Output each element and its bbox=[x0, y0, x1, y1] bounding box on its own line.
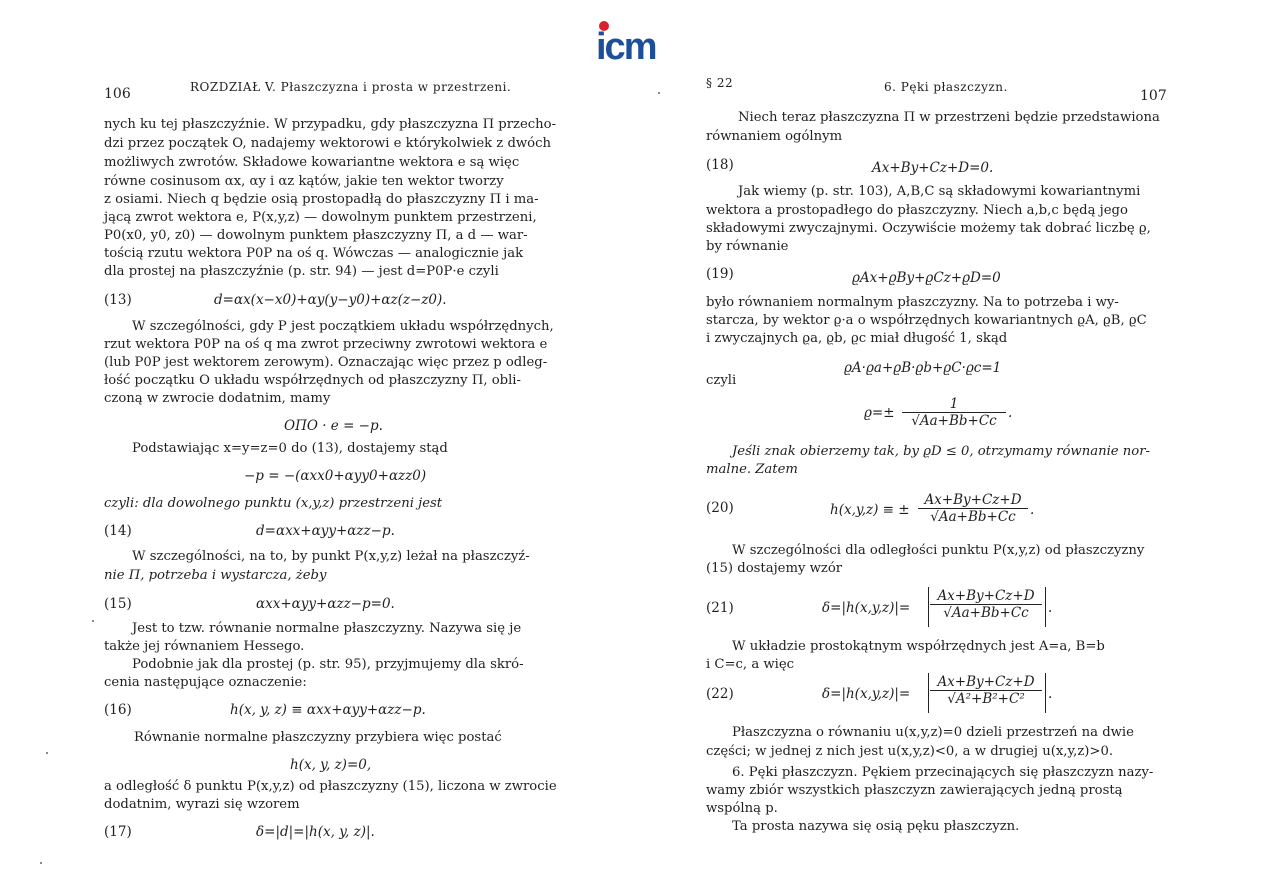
text-line: czyli: dla dowolnego punktu (x,y,z) przestrzeni jest bbox=[104, 496, 443, 511]
text-line: równaniem ogólnym bbox=[706, 129, 843, 144]
text-line: rzut wektora P0P na oś q ma zwrot przeciwny zwrotowi wektora e bbox=[104, 337, 548, 352]
equation: ϱ=± bbox=[864, 405, 895, 421]
text-line: części; w jednej z nich jest u(x,y,z)<0, a w drugiej u(x,y,z)>0. bbox=[706, 744, 1114, 759]
text-line: także jej równaniem Hessego. bbox=[104, 639, 305, 654]
equation-number: (16) bbox=[104, 702, 132, 718]
text-line: i zwyczajnych ϱa, ϱb, ϱc miał długość 1, skąd bbox=[706, 331, 1008, 346]
fraction-numerator: Ax+By+Cz+D bbox=[924, 492, 1022, 508]
text-line: wspólną p. bbox=[706, 801, 778, 816]
text-line: Równanie normalne płaszczyzny przybiera więc postać bbox=[134, 730, 502, 745]
text-line: możliwych zwrotów. Składowe kowariantne wektora e są więc bbox=[104, 155, 520, 170]
fraction-denominator: √Aa+Bb+Cc bbox=[930, 604, 1042, 621]
equation: d=αxx+αyy+αzz−p. bbox=[256, 523, 395, 539]
fraction bbox=[918, 492, 1028, 525]
text-line: Jest to tzw. równanie normalne płaszczyzny. Nazywa się je bbox=[132, 621, 522, 636]
text-line: wamy zbiór wszystkich płaszczyzn zawierających jedną prostą bbox=[706, 783, 1123, 798]
scan-speck bbox=[92, 620, 94, 622]
equation: −p = −(αxx0+αyy0+αzz0) bbox=[244, 468, 427, 484]
equation-number: (20) bbox=[706, 500, 734, 516]
fraction bbox=[902, 396, 1006, 429]
text-line: Płaszczyzna o równaniu u(x,y,z)=0 dzieli przestrzeń na dwie bbox=[732, 725, 1134, 740]
right-page bbox=[632, 0, 1263, 894]
text-line: czoną w zwrocie dodatnim, mamy bbox=[104, 391, 331, 406]
text-line: dodatnim, wyrazi się wzorem bbox=[104, 797, 300, 812]
equation-tail: . bbox=[1008, 405, 1013, 421]
equation-number: (17) bbox=[104, 824, 132, 840]
text-line: a odległość δ punktu P(x,y,z) od płaszczyzny (15), liczona w zwrocie bbox=[104, 779, 557, 794]
fraction bbox=[930, 674, 1042, 707]
equation: δ=|d|=|h(x, y, z)|. bbox=[256, 824, 375, 840]
text-line: Jak wiemy (p. str. 103), A,B,C są składowymi kowariantnymi bbox=[738, 184, 1141, 199]
equation-number: (19) bbox=[706, 266, 734, 282]
text-line: nie Π, potrzeba i wystarcza, żeby bbox=[104, 568, 327, 583]
running-header: 6. Pęki płaszczyzn. bbox=[884, 80, 1008, 94]
logo-text: icm bbox=[596, 26, 656, 68]
equation: ϱA·ϱa+ϱB·ϱb+ϱC·ϱc=1 bbox=[844, 360, 1002, 376]
text-line: składowymi zwyczajnymi. Oczywiście możemy tak dobrać liczbę ϱ, bbox=[706, 221, 1151, 236]
equation-number: (14) bbox=[104, 523, 132, 539]
text-line: dzi przez początek O, nadajemy wektorowi e którykolwiek z dwóch bbox=[104, 136, 551, 151]
equation-number: (22) bbox=[706, 686, 734, 702]
text-line: łość początku O układu współrzędnych od płaszczyzny Π, obli- bbox=[104, 373, 521, 388]
equation: OΠO · e = −p. bbox=[284, 418, 383, 434]
equation-number: (21) bbox=[706, 600, 734, 616]
equation-tail: . bbox=[1048, 686, 1053, 702]
text-line: Jeśli znak obierzemy tak, by ϱD ≤ 0, otrzymamy równanie nor- bbox=[732, 444, 1150, 459]
text-line: cenia następujące oznaczenie: bbox=[104, 675, 307, 690]
running-header: ROZDZIAŁ V. Płaszczyzna i prosta w przestrzeni. bbox=[190, 80, 512, 94]
text-line: W szczególności, gdy P jest początkiem układu współrzędnych, bbox=[132, 319, 554, 334]
text-line: wektora a prostopadłego do płaszczyzny. Niech a,b,c będą jego bbox=[706, 203, 1128, 218]
text-line: Niech teraz płaszczyzna Π w przestrzeni będzie przedstawiona bbox=[738, 110, 1160, 125]
text-line: jącą zwrot wektora e, P(x,y,z) — dowolnym punktem przestrzeni, bbox=[104, 210, 537, 225]
subsection-heading: 6. Pęki płaszczyzn. Pękiem przecinających się płaszczyzn nazy- bbox=[732, 765, 1154, 780]
text-line: W układzie prostokątnym współrzędnych jest A=a, B=b bbox=[732, 639, 1105, 654]
text-line: (15) dostajemy wzór bbox=[706, 561, 843, 576]
text-line: tością rzutu wektora P0P na oś q. Wówczas — analogicznie jak bbox=[104, 246, 524, 261]
fraction-denominator: √Aa+Bb+Cc bbox=[902, 412, 1006, 429]
equation: h(x,y,z) ≡ ± bbox=[830, 502, 910, 518]
text-line: i C=c, a więc bbox=[706, 657, 795, 672]
page-number: 106 bbox=[104, 86, 131, 102]
equation: h(x, y, z) ≡ αxx+αyy+αzz−p. bbox=[230, 702, 426, 718]
equation: ϱAx+ϱBy+ϱCz+ϱD=0 bbox=[852, 270, 1001, 286]
fraction-denominator: √Aa+Bb+Cc bbox=[918, 508, 1028, 525]
equation-tail: . bbox=[1048, 600, 1053, 616]
text-line: malne. Zatem bbox=[706, 462, 798, 477]
scan-speck bbox=[46, 752, 48, 754]
equation-tail: . bbox=[1030, 502, 1035, 518]
text-line: W szczególności dla odległości punktu P(x,y,z) od płaszczyzny bbox=[732, 543, 1145, 558]
equation: αxx+αyy+αzz−p=0. bbox=[256, 596, 395, 612]
text-line: P0(x0, y0, z0) — dowolnym punktem płaszczyzny Π, a d — war- bbox=[104, 228, 528, 243]
text-line: było równaniem normalnym płaszczyzny. Na to potrzeba i wy- bbox=[706, 295, 1119, 310]
fraction-numerator: Ax+By+Cz+D bbox=[937, 588, 1035, 604]
fraction-numerator: 1 bbox=[949, 396, 959, 412]
text-line: równe cosinusom αx, αy i αz kątów, jakie ten wektor tworzy bbox=[104, 174, 504, 189]
text-line: Podobnie jak dla prostej (p. str. 95), przyjmujemy dla skró- bbox=[132, 657, 524, 672]
scan-speck bbox=[658, 92, 660, 94]
text-line: (lub P0P jest wektorem zerowym). Oznaczając więc przez p odleg- bbox=[104, 355, 548, 370]
equation-number: (13) bbox=[104, 292, 132, 308]
section-mark: § 22 bbox=[706, 76, 734, 90]
page-number: 107 bbox=[1140, 88, 1167, 104]
scan-speck bbox=[40, 862, 42, 864]
fraction-denominator: √A²+B²+C² bbox=[930, 690, 1042, 707]
text-line: Podstawiając x=y=z=0 do (13), dostajemy stąd bbox=[132, 441, 448, 456]
fraction bbox=[930, 588, 1042, 621]
equation: h(x, y, z)=0, bbox=[290, 757, 372, 773]
fraction-numerator: Ax+By+Cz+D bbox=[937, 674, 1035, 690]
text-line: nych ku tej płaszczyźnie. W przypadku, gdy płaszczyzna Π przecho- bbox=[104, 117, 557, 132]
text-line: z osiami. Niech q będzie osią prostopadłą do płaszczyzny Π i ma- bbox=[104, 192, 539, 207]
equation: δ=|h(x,y,z)|= bbox=[822, 600, 911, 616]
text-line: starcza, by wektor ϱ·a o współrzędnych kowariantnych ϱA, ϱB, ϱC bbox=[706, 313, 1147, 328]
equation: d=αx(x−x0)+αy(y−y0)+αz(z−z0). bbox=[214, 292, 447, 308]
text-line: W szczególności, na to, by punkt P(x,y,z) leżał na płaszczyź- bbox=[132, 549, 530, 564]
text-line: by równanie bbox=[706, 239, 789, 254]
equation: Ax+By+Cz+D=0. bbox=[872, 160, 994, 176]
equation-number: (18) bbox=[706, 157, 734, 173]
text-line: Ta prosta nazywa się osią pęku płaszczyzn. bbox=[732, 819, 1020, 834]
text-line: dla prostej na płaszczyźnie (p. str. 94) — jest d=P0P·e czyli bbox=[104, 264, 499, 279]
equation: δ=|h(x,y,z)|= bbox=[822, 686, 911, 702]
text-line: czyli bbox=[706, 373, 737, 388]
equation-number: (15) bbox=[104, 596, 132, 612]
